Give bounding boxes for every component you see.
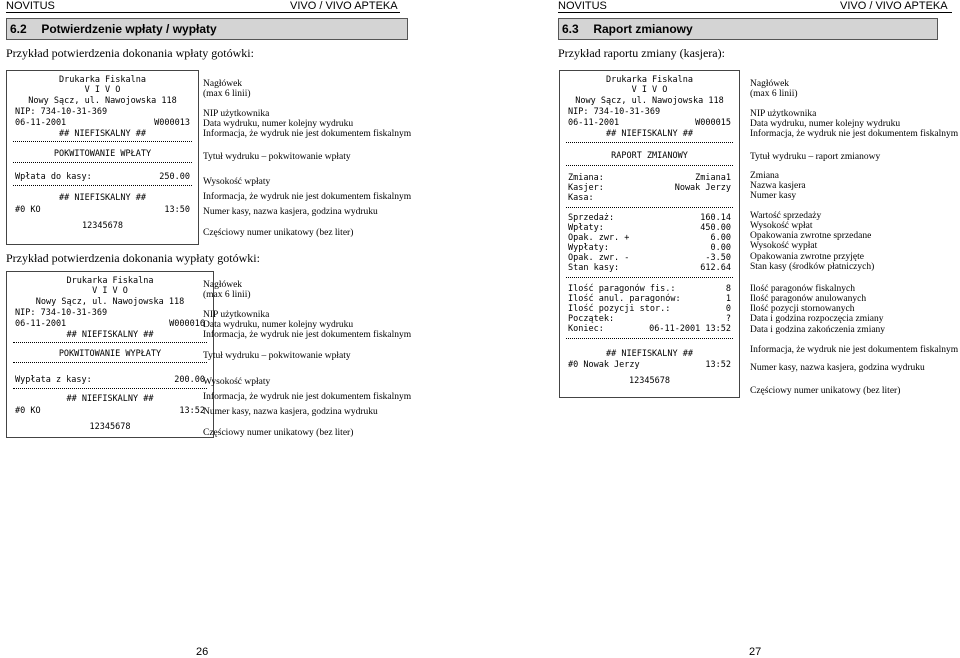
header-product: VIVO / VIVO APTEKA bbox=[840, 0, 948, 12]
receipt-company: Drukarka Fiskalna bbox=[606, 75, 693, 85]
receipt-brand: V I V O bbox=[84, 85, 121, 95]
note-packs-sold: Opakowania zwrotne sprzedane bbox=[750, 231, 872, 241]
note-unique-number: Częściowy numer unikatowy (bez liter) bbox=[203, 228, 354, 238]
receipt-date: 06-11-2001 bbox=[15, 118, 67, 128]
note-cash: Stan kasy (środków płatniczych) bbox=[750, 262, 875, 272]
receipt-number: W000015 bbox=[695, 118, 731, 128]
receipt-separator bbox=[13, 141, 192, 142]
receipt-company: Drukarka Fiskalna bbox=[66, 276, 154, 286]
receipt-separator bbox=[13, 162, 192, 163]
note-register-cashier-time: Numer kasy, nazwa kasjera, godzina wydruku bbox=[750, 363, 925, 373]
receipt-separator bbox=[566, 207, 733, 208]
receipt-nip: NIP: 734-10-31-369 bbox=[15, 308, 108, 318]
header-brand: NOVITUS bbox=[558, 0, 607, 12]
receipt-packs-taken-value: -3.50 bbox=[705, 253, 731, 263]
receipt-separator bbox=[13, 342, 207, 343]
receipt-number: W000013 bbox=[154, 118, 190, 128]
note-voided: Ilość pozycji stornowanych bbox=[750, 304, 855, 314]
receipt-nip: NIP: 734-10-31-369 bbox=[568, 107, 661, 117]
note-title: Tytuł wydruku – pokwitowanie wpłaty bbox=[203, 152, 351, 162]
receipt-separator bbox=[13, 362, 207, 363]
note-date-number: Data wydruku, numer kolejny wydruku bbox=[203, 320, 354, 330]
receipt-unique-number: 12345678 bbox=[89, 422, 131, 432]
note-header: Nagłówek bbox=[203, 280, 243, 290]
receipt-unique-number: 12345678 bbox=[629, 376, 670, 386]
note-nonfiscal: Informacja, że wydruk nie jest dokumentem fiskalnym bbox=[750, 129, 959, 139]
note-unique-number: Częściowy numer unikatowy (bez liter) bbox=[750, 386, 901, 396]
page-number: 26 bbox=[196, 646, 209, 658]
receipt-nonfiscal: ## NIEFISKALNY ## bbox=[66, 394, 154, 404]
receipt-amount-label: Wypłata z kasy: bbox=[15, 375, 92, 385]
note-nip: NIP użytkownika bbox=[750, 109, 817, 119]
note-title: Tytuł wydruku – pokwitowanie wpłaty bbox=[203, 351, 351, 361]
note-start: Data i godzina rozpoczęcia zmiany bbox=[750, 314, 884, 324]
receipt-address: Nowy Sącz, ul. Nawojowska 118 bbox=[28, 96, 177, 106]
note-header-max: (max 6 linii) bbox=[203, 290, 251, 300]
note-nip: NIP użytkownika bbox=[203, 109, 270, 119]
receipt-unique-number: 12345678 bbox=[82, 221, 123, 231]
receipt-nonfiscal: ## NIEFISKALNY ## bbox=[59, 129, 146, 139]
deposit-receipt bbox=[6, 70, 199, 245]
receipt-separator bbox=[566, 277, 733, 278]
receipt-cash-label: Stan kasy: bbox=[568, 263, 620, 273]
receipt-cancelled-value: 1 bbox=[725, 294, 731, 304]
note-amount: Wysokość wpłaty bbox=[203, 177, 271, 187]
note-deposits: Wysokość wpłat bbox=[750, 221, 813, 231]
receipt-time: 13:52 bbox=[179, 406, 205, 416]
receipt-nip: NIP: 734-10-31-369 bbox=[15, 107, 108, 117]
receipt-shift-value: Zmiana1 bbox=[695, 173, 731, 183]
note-register-cashier-time: Numer kasy, nazwa kasjera, godzina wydruku bbox=[203, 207, 378, 217]
note-register-number: Numer kasy bbox=[750, 191, 797, 201]
note-nip: NIP użytkownika bbox=[203, 310, 270, 320]
header-rule bbox=[6, 12, 400, 13]
page-27 bbox=[480, 0, 960, 657]
page-26 bbox=[0, 0, 480, 657]
note-cashier-name: Nazwa kasjera bbox=[750, 181, 806, 191]
section-heading bbox=[558, 18, 938, 40]
receipt-shift-label: Zmiana: bbox=[568, 173, 604, 183]
receipt-time: 13:50 bbox=[164, 205, 190, 215]
note-register-cashier-time: Numer kasy, nazwa kasjera, godzina wydruku bbox=[203, 407, 378, 417]
note-header: Nagłówek bbox=[203, 79, 243, 89]
receipt-start-value: ? bbox=[725, 314, 731, 324]
receipt-separator bbox=[566, 165, 733, 166]
section-number: 6.2 bbox=[10, 22, 27, 36]
receipt-address: Nowy Sącz, ul. Nawojowska 118 bbox=[35, 297, 185, 307]
receipt-packs-sold-label: Opak. zwr. + bbox=[568, 233, 630, 243]
receipt-title: POKWITOWANIE WYPŁATY bbox=[58, 349, 162, 359]
note-header-max: (max 6 linii) bbox=[750, 89, 798, 99]
note-shift: Zmiana bbox=[750, 171, 780, 181]
note-amount: Wysokość wpłaty bbox=[203, 377, 271, 387]
receipt-voided-value: 0 bbox=[725, 304, 731, 314]
receipt-payouts-value: 0.00 bbox=[710, 243, 731, 253]
note-header-max: (max 6 linii) bbox=[203, 89, 251, 99]
section-title: Potwierdzenie wpłaty / wypłaty bbox=[41, 22, 217, 36]
note-nonfiscal: Informacja, że wydruk nie jest dokumentem fiskalnym bbox=[750, 345, 959, 355]
section-title: Raport zmianowy bbox=[593, 22, 693, 36]
note-unique-number: Częściowy numer unikatowy (bez liter) bbox=[203, 428, 354, 438]
note-date-number: Data wydruku, numer kolejny wydruku bbox=[203, 119, 354, 129]
receipt-register-label: Kasa: bbox=[568, 193, 594, 203]
note-fiscal-count: Ilość paragonów fiskalnych bbox=[750, 284, 855, 294]
note-payouts: Wysokość wypłat bbox=[750, 241, 818, 251]
note-title: Tytuł wydruku – raport zmianowy bbox=[750, 152, 881, 162]
receipt-date: 06-11-2001 bbox=[15, 319, 67, 329]
receipt-end-value: 06-11-2001 13:52 bbox=[649, 324, 731, 334]
note-cancelled: Ilość paragonów anulowanych bbox=[750, 294, 867, 304]
receipt-title: POKWITOWANIE WPŁATY bbox=[53, 149, 152, 159]
receipt-nonfiscal: ## NIEFISKALNY ## bbox=[66, 330, 154, 340]
header-brand: NOVITUS bbox=[6, 0, 55, 12]
receipt-separator bbox=[566, 142, 733, 143]
receipt-payouts-label: Wypłaty: bbox=[568, 243, 609, 253]
receipt-address: Nowy Sącz, ul. Nawojowska 118 bbox=[575, 96, 724, 106]
receipt-cancelled-label: Ilość anul. paragonów: bbox=[568, 294, 681, 304]
receipt-brand: V I V O bbox=[631, 85, 668, 95]
receipt-deposits-value: 450.00 bbox=[700, 223, 731, 233]
receipt-cashier: #0 KO bbox=[15, 205, 41, 215]
receipt-end-label: Koniec: bbox=[568, 324, 604, 334]
receipt-separator bbox=[13, 388, 207, 389]
receipt-deposits-label: Wpłaty: bbox=[568, 223, 604, 233]
receipt-fiscal-count-value: 8 bbox=[725, 284, 731, 294]
receipt-footer-time: 13:52 bbox=[705, 360, 731, 370]
section-number: 6.3 bbox=[562, 22, 579, 36]
receipt-separator bbox=[566, 338, 733, 339]
receipt-cashier-label: Kasjer: bbox=[568, 183, 604, 193]
deposit-caption: Przykład potwierdzenia dokonania wpłaty gotówki: bbox=[6, 46, 254, 60]
withdrawal-caption: Przykład potwierdzenia dokonania wypłaty gotówki: bbox=[6, 251, 260, 265]
receipt-nonfiscal: ## NIEFISKALNY ## bbox=[606, 129, 693, 139]
shift-report-receipt bbox=[559, 70, 740, 398]
receipt-sales-value: 160.14 bbox=[700, 213, 731, 223]
receipt-cashier: #0 KO bbox=[15, 406, 41, 416]
receipt-title: RAPORT ZMIANOWY bbox=[611, 151, 688, 161]
receipt-cashier-value: Nowak Jerzy bbox=[674, 183, 731, 193]
page-number: 27 bbox=[749, 646, 762, 658]
receipt-number: W000016 bbox=[169, 319, 205, 329]
receipt-amount-value: 250.00 bbox=[159, 172, 190, 182]
shift-report-caption: Przykład raportu zmiany (kasjera): bbox=[558, 46, 725, 60]
receipt-company: Drukarka Fiskalna bbox=[59, 75, 146, 85]
section-heading bbox=[6, 18, 408, 40]
header-product: VIVO / VIVO APTEKA bbox=[290, 0, 398, 12]
receipt-start-label: Początek: bbox=[568, 314, 615, 324]
note-date-number: Data wydruku, numer kolejny wydruku bbox=[750, 119, 901, 129]
note-nonfiscal: Informacja, że wydruk nie jest dokumentem fiskalnym bbox=[203, 330, 412, 340]
receipt-date: 06-11-2001 bbox=[568, 118, 620, 128]
receipt-packs-sold-value: 6.00 bbox=[710, 233, 731, 243]
note-packs-taken: Opakowania zwrotne przyjęte bbox=[750, 252, 864, 262]
receipt-nonfiscal: ## NIEFISKALNY ## bbox=[59, 193, 146, 203]
receipt-fiscal-count-label: Ilość paragonów fis.: bbox=[568, 284, 676, 294]
receipt-voided-label: Ilość pozycji stor.: bbox=[568, 304, 671, 314]
receipt-packs-taken-label: Opak. zwr. - bbox=[568, 253, 630, 263]
receipt-amount-label: Wpłata do kasy: bbox=[15, 172, 92, 182]
note-end: Data i godzina zakończenia zmiany bbox=[750, 325, 886, 335]
receipt-sales-label: Sprzedaż: bbox=[568, 213, 615, 223]
receipt-amount-value: 200.00 bbox=[174, 375, 205, 385]
receipt-cash-value: 612.64 bbox=[700, 263, 731, 273]
note-nonfiscal: Informacja, że wydruk nie jest dokumentem fiskalnym bbox=[203, 192, 412, 202]
note-nonfiscal: Informacja, że wydruk nie jest dokumentem fiskalnym bbox=[203, 392, 412, 402]
header-rule bbox=[558, 12, 952, 13]
note-sales: Wartość sprzedaży bbox=[750, 211, 822, 221]
receipt-nonfiscal: ## NIEFISKALNY ## bbox=[606, 349, 693, 359]
receipt-brand: V I V O bbox=[92, 286, 128, 296]
receipt-separator bbox=[13, 185, 192, 186]
withdrawal-receipt bbox=[6, 271, 214, 438]
receipt-footer-cashier: #0 Nowak Jerzy bbox=[568, 360, 640, 370]
note-nonfiscal: Informacja, że wydruk nie jest dokumentem fiskalnym bbox=[203, 129, 412, 139]
note-header: Nagłówek bbox=[750, 79, 790, 89]
